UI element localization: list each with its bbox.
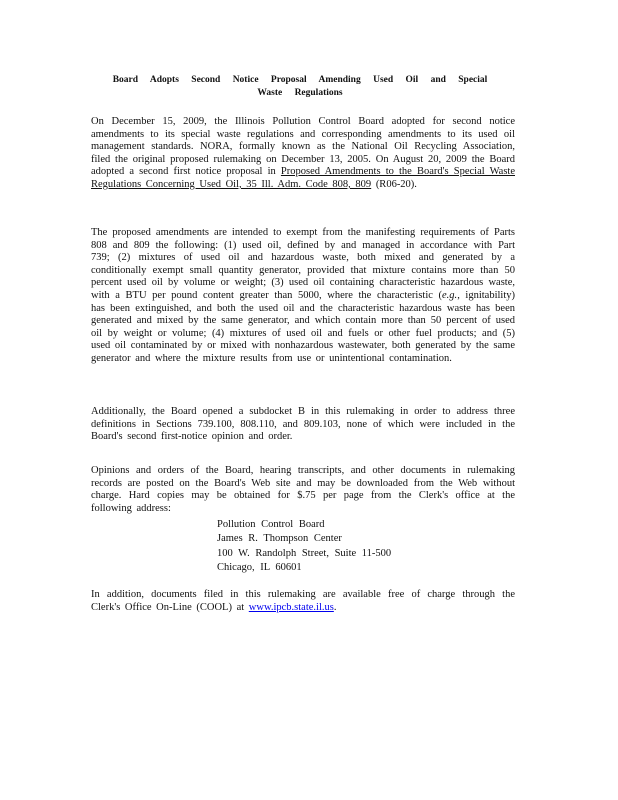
document-title: Board Adopts Second Notice Proposal Amending Used Oil and Special Waste Regulations xyxy=(112,75,488,98)
address-line-4: Chicago, IL 60601 xyxy=(217,561,302,573)
docket-number: (R06-20). xyxy=(371,178,417,190)
paragraph-cool-end: . xyxy=(333,601,337,613)
paragraph-adoption xyxy=(91,116,515,192)
ipcb-website-link[interactable]: www.ipcb.state.il.us xyxy=(248,601,334,613)
rulemaking-title: Proposed Amendments to the Board's Special Waste Regulations Concerning Used Oil, 35 Ill. Adm. Code 808, 809 xyxy=(91,166,515,190)
paragraph-records: Opinions and orders of the Board, hearing transcripts, and other documents in rulemaking records are posted on the Board's Web site and may be downloaded from the Web without charge. Hard copies may be obtained for $.75 per page from the Clerk's office at the following address: xyxy=(91,465,515,514)
paragraph-cool xyxy=(91,589,515,614)
address-line-3: 100 W. Randolph Street, Suite 11-500 xyxy=(217,547,392,559)
address-line-1: Pollution Control Board xyxy=(217,519,325,530)
paragraph-amendments xyxy=(91,227,515,366)
eg-italic: e.g. xyxy=(442,289,458,301)
address-line-2: James R. Thompson Center xyxy=(217,533,342,545)
paragraph-cool-text: In addition, documents filed in this rulemaking are available free of charge through the Clerk's Office On-Line (COOL) at xyxy=(91,589,515,613)
paragraph-amendments-text-2: , ignitability) has been extinguished, and both the used oil and the characteristic hazardous waste has been generated and mixed by the same generator, and which contain more than 50 percent of used oil by weight or volume; (4) mixtures of used oil and fuels or other fuel products; and (5) used oil contaminated by or mixed with nonhazardous wastewater, both generated by the same generator and where the mixture results from use or unintentional contamination. xyxy=(91,289,516,364)
paragraph-amendments-text-1: The proposed amendments are intended to exempt from the manifesting requirements of Parts 808 and 809 the following: (1) used oil, defined by and managed in accordance with Part 739; (2) mixtures of used oil and hazardous waste, both mixed and generated by a conditionally exempt small quantity generator, provided that mixture contains more than 50 percent used oil by volume or weight; (3) used oil containing characteristic hazardous waste, with a BTU per pound content greater than 5000, where the characteristic ( xyxy=(91,227,515,301)
paragraph-subdocket: Additionally, the Board opened a subdocket B in this rulemaking in order to address three definitions in Sections 739.100, 808.110, and 809.103, none of which were included in the Board's second first-notice opinion and order. xyxy=(91,406,515,443)
paragraph-adoption-text: On December 15, 2009, the Illinois Pollution Control Board adopted for second notice amendments to its special waste regulations and corresponding amendments to its used oil management standards. NORA, formally known as the National Oil Recycling Association, filed the original proposed rulemaking on December 13, 2005. On August 20, 2009 the Board adopted a second first notice proposal in xyxy=(91,116,515,178)
clerk-address xyxy=(217,518,391,575)
